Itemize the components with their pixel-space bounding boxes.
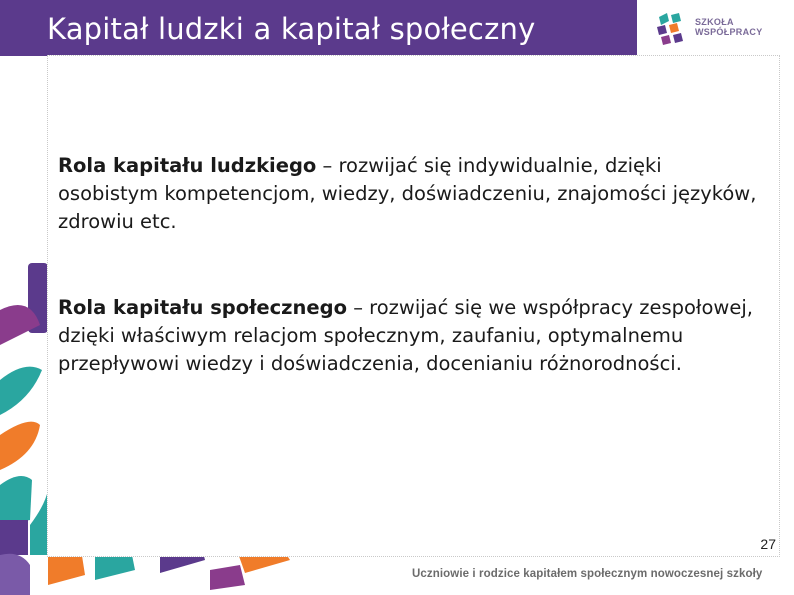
logo	[655, 9, 765, 49]
paragraph1-heading: Rola kapitału ludzkiego	[58, 154, 317, 177]
logo-line2: WSPÓŁPRACY	[695, 27, 763, 37]
slide-title: Kapitał ludzki a kapitał społeczny	[47, 12, 536, 46]
page-number: 27	[760, 536, 776, 552]
logo-text	[695, 17, 763, 37]
paragraph-social-capital	[58, 294, 758, 378]
footer-text: Uczniowie i rodzice kapitałem społecznym nowoczesnej szkoły	[412, 568, 763, 580]
logo-line1: SZKOŁA	[695, 17, 734, 27]
paragraph2-heading: Rola kapitału społecznego	[58, 296, 347, 319]
paragraph1-text: – rozwijać się indywidualnie, dzięki osobistym kompetencjom, wiedzy, doświadczeniu, znajomości języków, zdrowiu etc.	[58, 154, 757, 233]
paragraph2-text: – rozwijać się we współpracy zespołowej, dzięki właściwym relacjom społecznym, zaufaniu, optymalnemu przepływowi wiedzy i doświadczenia, docenianiu różnorodności.	[58, 296, 753, 375]
logo-mark-icon	[655, 11, 691, 47]
title-bar	[0, 0, 637, 56]
paragraph-human-capital	[58, 152, 758, 236]
